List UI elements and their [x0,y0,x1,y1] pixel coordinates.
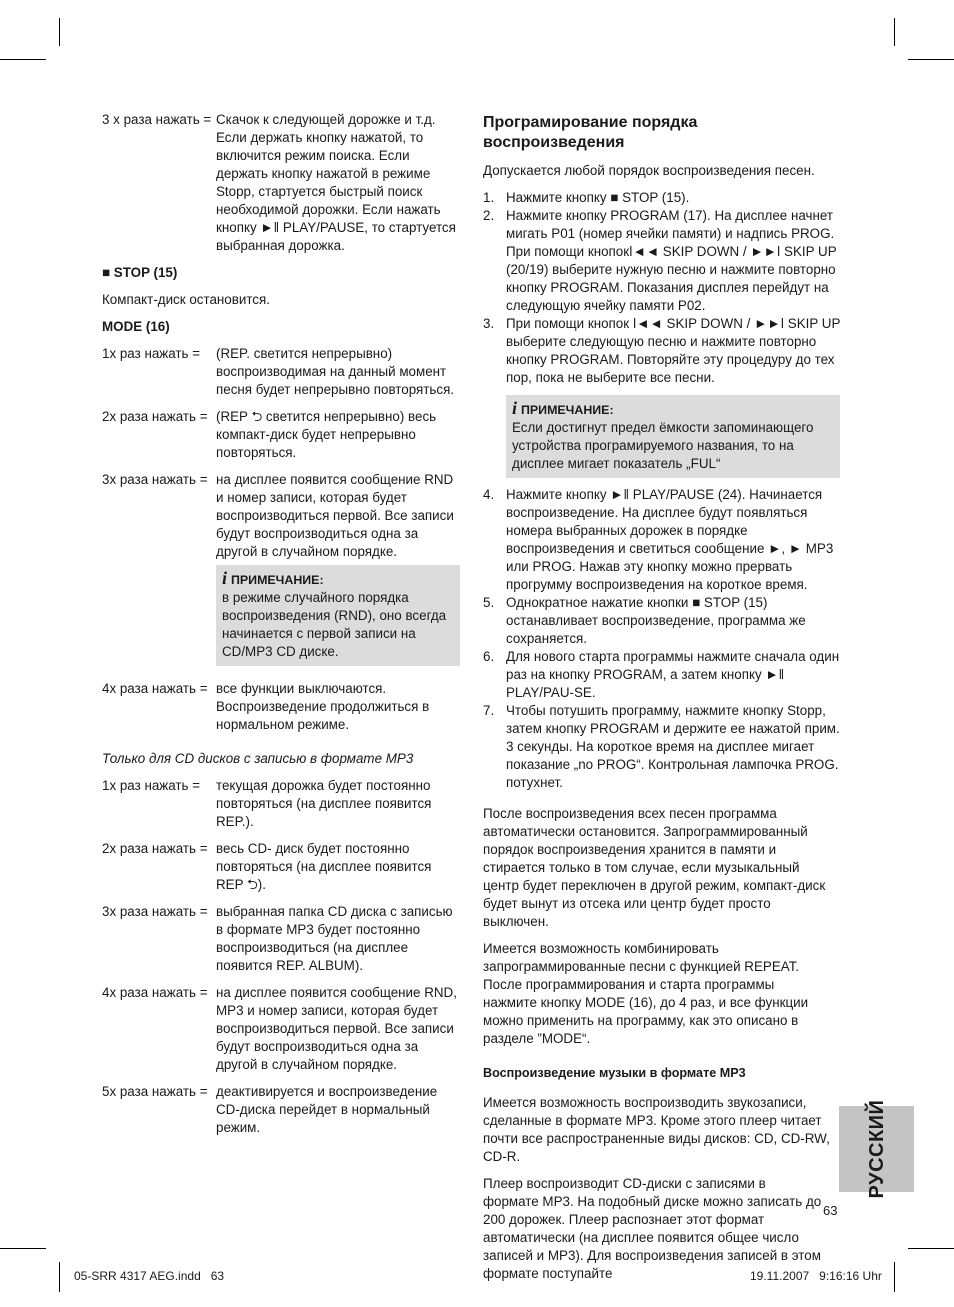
list-item [483,594,843,648]
step-text: Нажмите кнопку ►ǁ PLAY/PAUSE (24). Начинается воспроизведение. На дисплее будут появляться номера выбранных дорожек в порядке воспроизведения и светиться сообщение ►, ► MP3 или PROG. Нажав эту кнопку можно прервать прогрумму воспроизведения на короткое время. [506,487,834,592]
list-item [483,648,843,702]
footer-date: 19.11.2007 9:16:16 Uhr [750,1269,882,1283]
row-text: (REP ⮌ светится непрерывно) весь компакт-диск будет непрерывно повторяться. [216,409,437,460]
row-label: 4x раза нажать = [102,985,208,1000]
paragraph: Имеется возможность комбинировать запрограммированные песни с функцией REPEAT. После программирования и старта программы нажмите кнопку MODE (16), до 4 раз, и все функции можно применить на программу, как это описано в разделе ”MODE“. [483,941,809,1046]
step-number: 6. [483,649,495,664]
step-number: 3. [483,316,495,331]
row-text: все функции выключаются. Воспроизведение продолжиться в нормальном режиме. [216,681,430,732]
row-label: 3x раза нажать = [102,472,208,487]
mode-row [102,471,462,561]
crop-mark [59,18,60,46]
crop-mark [0,59,46,60]
crop-mark [908,1248,954,1249]
note-title: ПРИМЕЧАНИЕ: [521,403,614,417]
step-number: 2. [483,208,495,223]
row-label: 3 x раза нажать = [102,112,212,127]
row-text: Скачок к следующей дорожке и т.д. Если держать кнопку нажатой, то включится режим поиска. Если держать кнопку нажатой в режиме Stopp, стартуется быстрый поиск необходимой дорожки. Если нажать кнопку ►ǁ PLAY/PAUSE, то стартуется выбранная дорожка. [216,112,456,253]
mp3-heading: Воспроизведение музыки в формате MP3 [483,1066,746,1080]
mode-row [102,408,462,462]
page-number: 63 [823,1203,838,1218]
row-label: 2x раза нажать = [102,409,208,424]
language-tab [839,1099,914,1199]
list-item [483,315,843,387]
crop-mark [908,59,954,60]
list-item [483,486,843,594]
stop-text: Компакт-диск остановится. [102,292,270,307]
step-text: Чтобы потушить программу, нажмите кнопку Stopp, затем кнопку PROGRAM и держите ее нажатой прим. 3 секунды. На короткое время на дисплее мигает показание „no PROG“. Контрольная лампочка PROG. потухнет. [506,703,840,790]
steps-list [483,189,843,387]
crop-mark [0,1248,46,1249]
mp3-row [102,840,462,894]
step-text: Нажмите кнопку ■ STOP (15). [506,190,690,205]
mode-heading: MODE (16) [102,319,170,334]
step-text: При помощи кнопок ǀ◄◄ SKIP DOWN / ►►ǀ SKIP UP выберите следующую песню и нажмите повторно кнопку PROGRAM. Повторяйте эту процедуру до тех пор, пока не выберите все песни. [506,316,841,385]
row-text: выбранная папка CD диска с записью в формате MP3 будет постоянно воспроизводиться (на дисплее появится REP. ALBUM). [216,904,453,973]
step-text: Однократное нажатие кнопки ■ STOP (15) останавливает воспроизведение, программа же сохраняется. [506,595,806,646]
list-item [483,189,843,207]
info-icon: i [222,568,228,588]
mp3-row [102,1083,462,1137]
paragraph: После воспроизведения всех песен программа автоматически остановится. Запрограммированный порядок воспроизведения хранится в памяти и стирается только в том случае, если музыкальный центр будет переключен в другой режим, компакт-диск будет вынут из отсека или центр будет просто выключен. [483,806,826,929]
row-label: 1x раз нажать = [102,346,201,361]
steps-list [483,486,843,792]
row-label: 5x раза нажать = [102,1084,208,1099]
language-label: РУССКИЙ [865,1099,888,1199]
row-label: 3x раза нажать = [102,904,208,919]
step-number: 7. [483,703,495,718]
note-box [216,565,460,666]
footer-file: 05-SRR 4317 AEG.indd 63 [74,1269,225,1283]
note-text: в режиме случайного порядка воспроизведения (RND), оно всегда начинается с первой записи на CD/MP3 CD диске. [222,590,447,659]
row-text: (REP. светится непрерывно) воспроизводимая на данный момент песня будет непрерывно повторяться. [216,346,455,397]
row-text: деактивируется и воспроизведение CD-диска перейдет в нормальный режим. [216,1084,438,1135]
right-column [483,113,843,1292]
paragraph: Имеется возможность воспроизводить звукозаписи, сделанные в формате MP3. Кроме этого плеер читает почти все распространенные виды дисков: CD, CD-RW, CD-R. [483,1095,830,1164]
section-title: Програмирование порядка воспроизведения [483,114,698,151]
note-title: ПРИМЕЧАНИЕ: [231,573,324,587]
mode-row [102,680,462,734]
step-number: 1. [483,190,495,205]
crop-mark [894,18,895,46]
note-box [506,395,840,478]
mp3-row [102,777,462,831]
row-label: 2x раза нажать = [102,841,208,856]
left-column [102,111,462,1146]
note-text: Если достигнут предел ёмкости запоминающего устройства програмируемого названия, то на дисплее мигает показатель „FUL“ [512,420,814,471]
row-text: на дисплее появится сообщение RND и номер записи, которая будет воспроизводиться первой. Все записи будут воспроизводиться одна за другой в случайном порядке. [216,472,454,559]
mp3-row [102,984,462,1074]
list-item [483,702,843,792]
info-icon: i [512,398,518,418]
row-label: 1x раз нажать = [102,778,201,793]
step-text: Для нового старта программы нажмите сначала один раз на кнопку PROGRAM, а затем кнопку ►ǁ PLAY/PAU-SE. [506,649,840,700]
paragraph: Плеер воспроизводит CD-диски с записями в формате MP3. На подобный диске можно записать до 200 дорожек. Плеер распознает этот формат автоматически (на дисплее появится общее число записей и MP3). Для воспроизведения записей в этом формате поступайте [483,1176,822,1281]
step-text: Нажмите кнопку PROGRAM (17). На дисплее начнет мигать P01 (номер ячейки памяти) и надпись PROG. При помощи кнопокǀ◄◄ SKIP DOWN / ►►ǀ SKIP UP (20/19) выберите нужную песню и нажмите повторно кнопку PROGRAM. Показания дисплея перейдут на следующую ячейку памяти P02. [506,208,837,313]
intro-text: Допускается любой порядок воспроизведения песен. [483,163,815,178]
mp3-subheading: Только для CD дисков с записью в формате MP3 [102,751,414,766]
crop-mark [894,1262,895,1292]
step-number: 5. [483,595,495,610]
crop-mark [59,1262,60,1292]
mp3-row [102,903,462,975]
step-number: 4. [483,487,495,502]
row-text: текущая дорожка будет постоянно повторяться (на дисплее появится REP.). [216,778,432,829]
row-label: 4x раза нажать = [102,681,208,696]
row-text: на дисплее появится сообщение RND, MP3 и номер записи, которая будет воспроизводиться первой. Все записи будут воспроизводиться одна за другой в случайном порядке. [216,985,457,1072]
intro-row [102,111,462,255]
stop-heading: ■ STOP (15) [102,265,178,280]
mode-row [102,345,462,399]
row-text: весь CD- диск будет постоянно повторяться (на дисплее появится REP ⮌). [216,841,432,892]
list-item [483,207,843,315]
